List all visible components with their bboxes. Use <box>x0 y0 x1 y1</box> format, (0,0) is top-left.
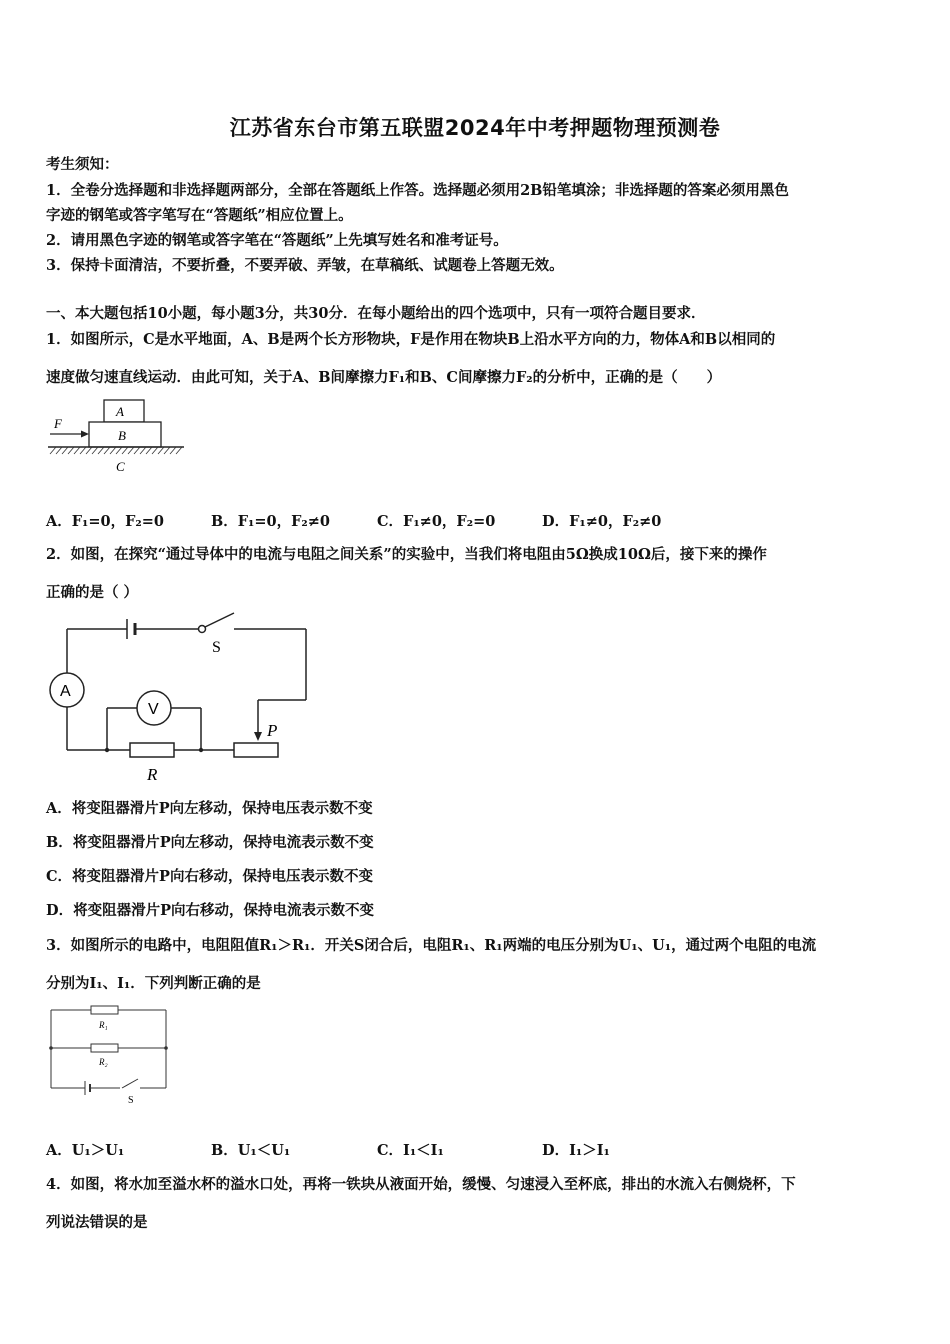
q3-circuit-figure <box>46 1002 176 1110</box>
label-voltmeter: V <box>148 701 159 718</box>
q1-option-b[interactable]: B．F₁=0，F₂≠0 <box>211 513 331 530</box>
q2-option-b[interactable]: B．将变阻器滑片P向左移动，保持电流表示数不变 <box>46 834 374 851</box>
label-s: S <box>212 639 221 656</box>
resistor-r1 <box>91 1006 118 1014</box>
q2-option-a[interactable]: A．将变阻器滑片P向左移动，保持电压表示数不变 <box>46 800 373 817</box>
notice-item-3: 3．保持卡面清洁，不要折叠，不要弄破、弄皱，在草稿纸、试题卷上答题无效。 <box>46 257 564 274</box>
force-arrow-head <box>81 431 89 438</box>
label-r: R <box>147 765 158 784</box>
q2-option-d[interactable]: D．将变阻器滑片P向右移动，保持电流表示数不变 <box>46 902 374 919</box>
resistor-r2 <box>91 1044 118 1052</box>
block-a <box>104 400 144 422</box>
page-title: 江苏省东台市第五联盟2024年中考押题物理预测卷 <box>229 116 721 140</box>
label-r2: R₂ <box>99 1057 108 1067</box>
label-s: S <box>128 1095 134 1106</box>
label-ammeter: A <box>60 683 71 700</box>
slider-arrow <box>254 732 262 741</box>
label-r1: R₁ <box>99 1020 108 1030</box>
q3-option-d[interactable]: D．I₁＞I₁ <box>542 1142 610 1159</box>
q3-option-b[interactable]: B．U₁＜U₁ <box>211 1142 291 1159</box>
q1-stem-line1: 1．如图所示，C是水平地面，A、B是两个长方形物块，F是作用在物块B上沿水平方向的力，物体A和B以相同的 <box>46 331 776 348</box>
q2-stem-line1: 2．如图，在探究“通过导体中的电流与电阻之间关系”的实验中，当我们将电阻由5Ω换成10Ω后，接下来的操作 <box>46 546 767 563</box>
q2-circuit-figure <box>40 608 320 788</box>
q1-option-a[interactable]: A．F₁=0，F₂=0 <box>46 513 165 530</box>
label-a: A <box>116 404 124 419</box>
notice-heading: 考生须知： <box>46 156 119 173</box>
ground-hatching <box>50 447 182 454</box>
q2-option-c[interactable]: C．将变阻器滑片P向右移动，保持电压表示数不变 <box>46 868 373 885</box>
junction-left <box>105 748 109 752</box>
switch-blade <box>122 1079 138 1088</box>
label-p: P <box>267 721 278 740</box>
junction-right <box>164 1046 168 1050</box>
notice-item-2: 2．请用黑色字迹的钢笔或答字笔在“答题纸”上先填写姓名和准考证号。 <box>46 232 508 249</box>
q3-option-c[interactable]: C．I₁＜I₁ <box>377 1142 444 1159</box>
q1-block-figure <box>46 396 186 476</box>
label-b: B <box>118 428 126 443</box>
q4-stem-line1: 4．如图，将水加至溢水杯的溢水口处，再将一铁块从液面开始，缓慢、匀速浸入至杯底，排出的水流入右侧烧杯，下 <box>46 1176 796 1193</box>
switch-blade <box>205 613 234 627</box>
q2-stem-line2: 正确的是（ ） <box>46 584 139 601</box>
junction-left <box>49 1046 53 1050</box>
q3-stem-line1: 3．如图所示的电路中，电阻阻值R₁＞R₁．开关S闭合后，电阻R₁、R₁两端的电压分别为U₁、U₁，通过两个电阻的电流 <box>46 937 817 954</box>
q3-stem-line2: 分别为I₁、I₁．下列判断正确的是 <box>46 975 261 992</box>
q4-stem-line2: 列说法错误的是 <box>46 1214 148 1231</box>
junction-right <box>199 748 203 752</box>
rheostat <box>234 743 278 757</box>
switch-pivot <box>199 626 206 633</box>
label-c: C <box>116 459 125 474</box>
resistor-r <box>130 743 174 757</box>
q1-option-c[interactable]: C．F₁≠0，F₂=0 <box>377 513 496 530</box>
label-f: F <box>54 416 62 431</box>
notice-item-1a: 1．全卷分选择题和非选择题两部分，全部在答题纸上作答。选择题必须用2B铅笔填涂；非选择题的答案必须用黑色 <box>46 182 789 199</box>
q1-stem-line2: 速度做匀速直线运动．由此可知，关于A、B间摩擦力F₁和B、C间摩擦力F₂的分析中，正确的是（ ） <box>46 369 722 386</box>
q1-option-d[interactable]: D．F₁≠0，F₂≠0 <box>542 513 662 530</box>
section-heading: 一、本大题包括10小题，每小题3分，共30分．在每小题给出的四个选项中，只有一项符合题目要求． <box>46 305 706 322</box>
q3-option-a[interactable]: A．U₁＞U₁ <box>46 1142 125 1159</box>
notice-item-1b: 字迹的钢笔或答字笔写在“答题纸”相应位置上。 <box>46 207 353 224</box>
